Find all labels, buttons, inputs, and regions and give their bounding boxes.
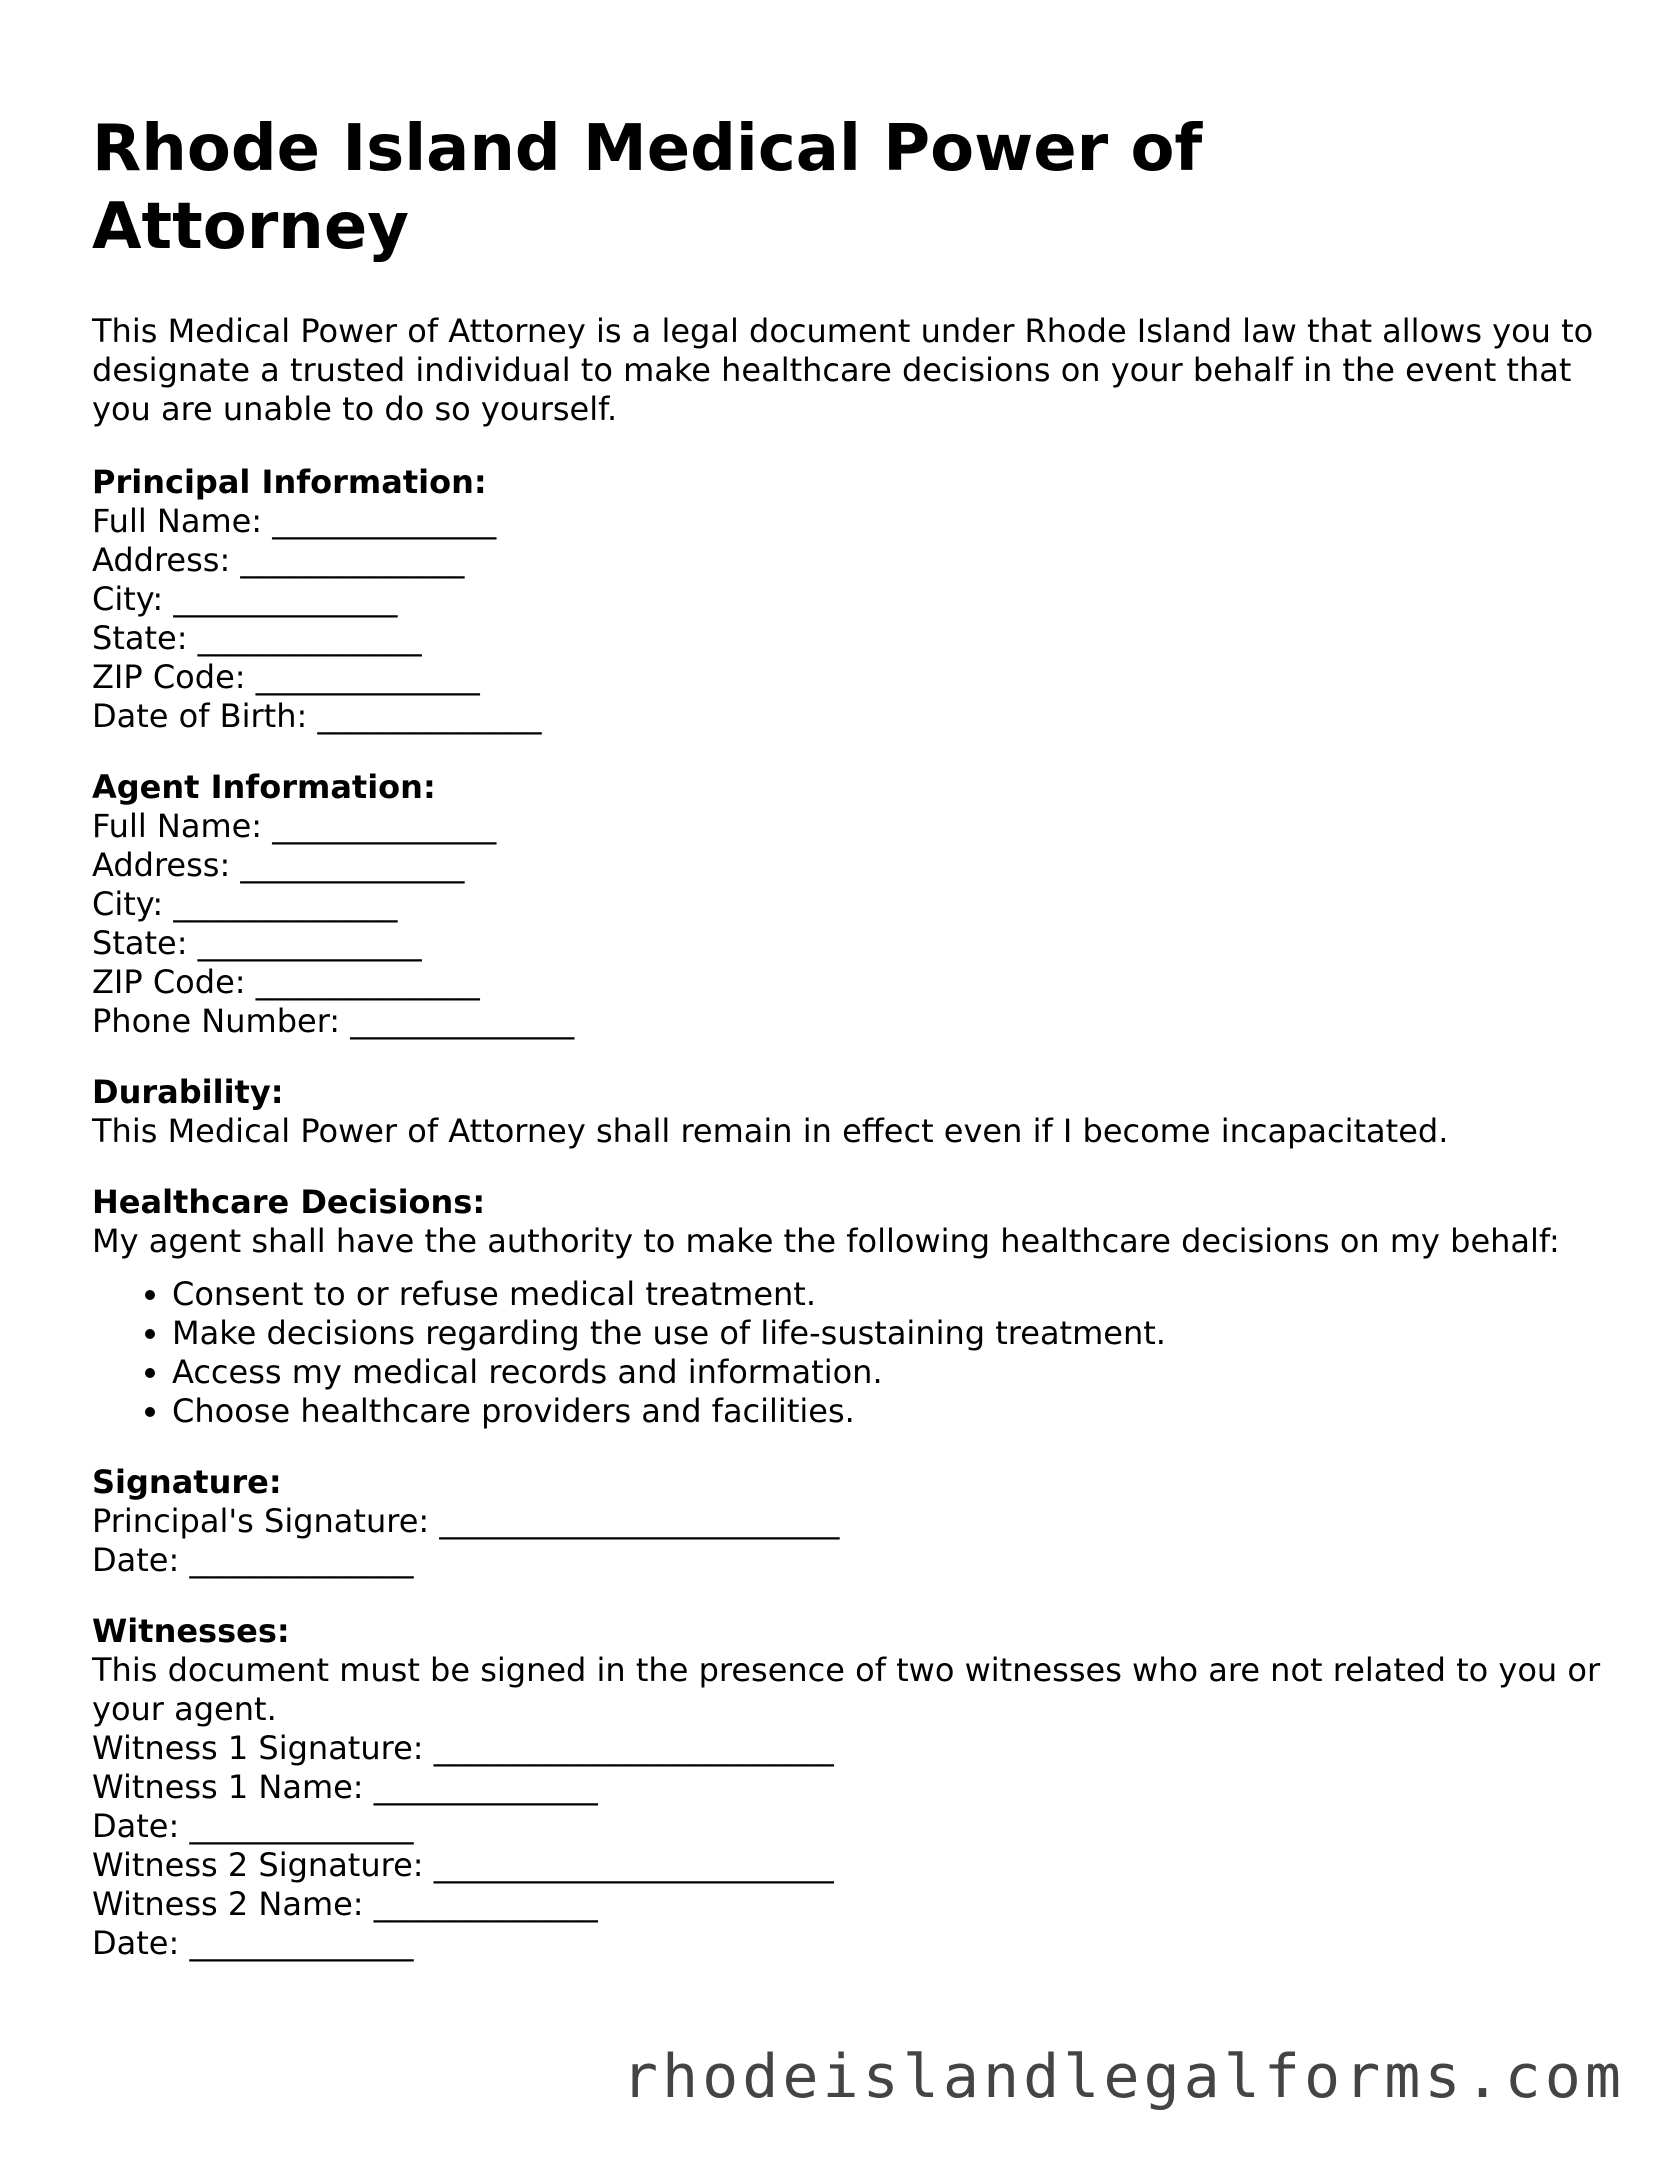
principal-signature-field[interactable]: Principal's Signature: _________________________ [92,1502,840,1540]
principal-state-field[interactable]: State: ______________ [92,619,422,657]
intro-paragraph: This Medical Power of Attorney is a legal document under Rhode Island law that allows you to designate a trusted individual to make healthcare decisions on your behalf in the event that you are unable to do so yourself. [92,312,1594,428]
agent-zip-field[interactable]: ZIP Code: ______________ [92,963,480,1001]
witness1-name-field[interactable]: Witness 1 Name: ______________ [92,1768,598,1806]
list-item: • Consent to or refuse medical treatment. [172,1275,1592,1314]
healthcare-heading: Healthcare Decisions: [92,1183,486,1221]
witnesses-section [92,1612,1601,1963]
principal-heading: Principal Information: [92,463,487,501]
site-watermark: rhodeislandlegalforms.com [621,2042,1625,2112]
principal-city-field[interactable]: City: ______________ [92,580,398,618]
healthcare-powers-list [92,1275,1592,1431]
witnesses-heading: Witnesses: [92,1612,290,1650]
list-item: • Make decisions regarding the use of life-sustaining treatment. [172,1314,1592,1353]
principal-address-field[interactable]: Address: ______________ [92,541,465,579]
healthcare-text: My agent shall have the authority to make the following healthcare decisions on my behalf: [92,1222,1560,1260]
principal-zip-field[interactable]: ZIP Code: ______________ [92,658,480,696]
list-item: • Choose healthcare providers and facilities. [172,1392,1592,1431]
agent-phone-field[interactable]: Phone Number: ______________ [92,1002,575,1040]
principal-full-name-field[interactable]: Full Name: ______________ [92,502,497,540]
document-page [92,110,1601,1963]
agent-section [92,768,1592,1041]
agent-city-field[interactable]: City: ______________ [92,885,398,923]
witnesses-text: This document must be signed in the presence of two witnesses who are not related to you or your agent. [92,1651,1601,1728]
list-item: • Access my medical records and information. [172,1353,1592,1392]
witness2-date-field[interactable]: Date: ______________ [92,1924,414,1962]
document-title: Rhode Island Medical Power of Attorney [92,112,1203,264]
witness2-name-field[interactable]: Witness 2 Name: ______________ [92,1885,598,1923]
agent-state-field[interactable]: State: ______________ [92,924,422,962]
signature-heading: Signature: [92,1463,282,1501]
witness2-signature-field[interactable]: Witness 2 Signature: _________________________ [92,1846,834,1884]
durability-section [92,1073,1592,1151]
agent-address-field[interactable]: Address: ______________ [92,846,465,884]
witness1-signature-field[interactable]: Witness 1 Signature: _________________________ [92,1729,834,1767]
durability-text: This Medical Power of Attorney shall remain in effect even if I become incapacitated. [92,1112,1449,1150]
principal-dob-field[interactable]: Date of Birth: ______________ [92,697,542,735]
witness1-date-field[interactable]: Date: ______________ [92,1807,414,1845]
signature-date-field[interactable]: Date: ______________ [92,1541,414,1579]
healthcare-section [92,1183,1592,1431]
principal-section [92,463,1592,736]
agent-heading: Agent Information: [92,768,436,806]
durability-heading: Durability: [92,1073,284,1111]
signature-section [92,1463,1592,1580]
agent-full-name-field[interactable]: Full Name: ______________ [92,807,497,845]
